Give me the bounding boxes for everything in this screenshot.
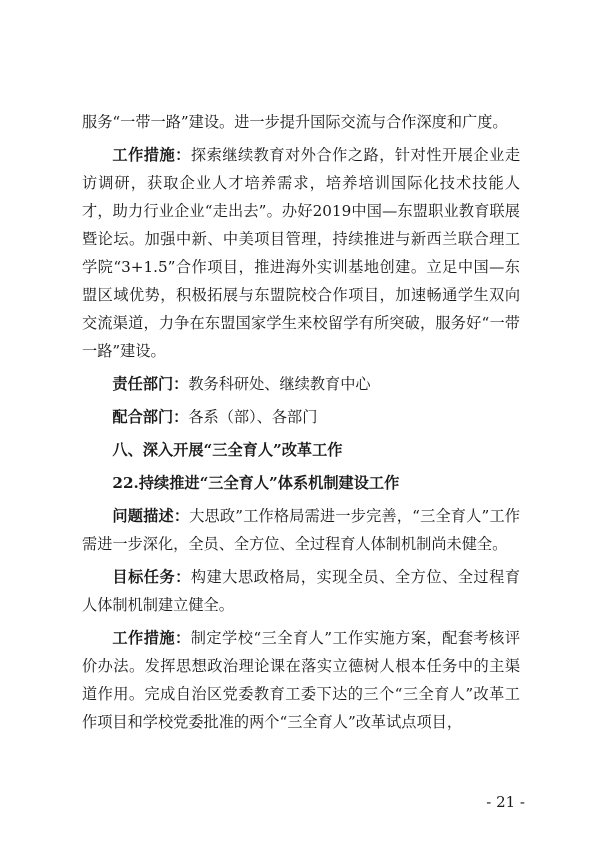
paragraph-text: 教务科研处、继续教育中心 xyxy=(188,375,371,393)
paragraph-work-measures-2 xyxy=(82,624,520,736)
paragraph-work-measures-1 xyxy=(82,141,520,365)
page-number: - 21 - xyxy=(486,793,525,811)
paragraph-text: 制定学校“三全育人”工作实施方案，配套考核评价办法。发挥思想政治理论课在落实立德树人根本任务中的主渠道作用。完成自治区党委教育工委下达的三个“三全育人”改革工作项目和学校党委批准的两个“三全育人”改革试点项目， xyxy=(82,629,521,731)
paragraph-responsible-dept xyxy=(82,370,520,398)
paragraph-text: 各系（部）、各部门 xyxy=(188,408,318,426)
paragraph-label: 配合部门： xyxy=(112,408,189,426)
document-body xyxy=(82,108,520,736)
paragraph-label: 责任部门： xyxy=(112,375,189,393)
paragraph-label: 问题描述： xyxy=(112,507,190,525)
paragraph-text: 探索继续教育对外合作之路，针对性开展企业走访调研，获取企业人才培养需求，培养培训国际化技术技能人才，助力行业企业“走出去”。办好2019中国—东盟职业教育联展暨论坛。加强中新、中美项目管理，持续推进与新西兰联合理工学院“3+1.5”合作项目，推进海外实训基地创建。立足中国—东盟区域优势，积极拓展与东盟院校合作项目，加速畅通学生双向交流渠道，力争在东盟国家学生来校留学有所突破，服务好“一带一路”建设。 xyxy=(82,146,521,360)
paragraph-text: 构建大思政格局，实现全员、全方位、全过程育人体制机制建立健全。 xyxy=(82,568,521,614)
paragraph-text: 大思政”工作格局需进一步完善，“三全育人”工作需进一步深化，全员、全方位、全过程育人体制机制尚未健全。 xyxy=(82,507,520,553)
section-heading: 八、深入开展“三全育人”改革工作 xyxy=(112,441,343,459)
paragraph-target-task xyxy=(82,563,520,619)
paragraph-cooperating-dept xyxy=(82,403,520,431)
paragraph-label: 目标任务： xyxy=(112,568,191,586)
paragraph-label: 工作措施： xyxy=(112,629,191,647)
subsection-heading: 22.持续推进“三全育人”体系机制建设工作 xyxy=(112,474,400,492)
paragraph-continuation xyxy=(82,108,520,136)
paragraph-problem-description xyxy=(82,502,520,558)
paragraph-label: 工作措施： xyxy=(112,146,191,164)
paragraph-text: 服务“一带一路”建设。进一步提升国际交流与合作深度和广度。 xyxy=(82,113,508,131)
